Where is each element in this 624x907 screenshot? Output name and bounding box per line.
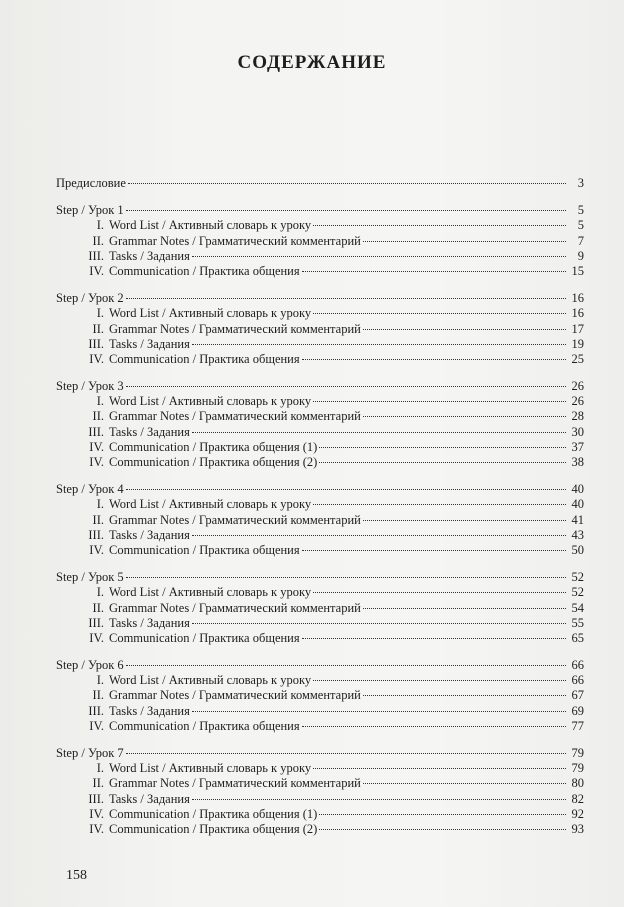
toc-entry-item[interactable] — [56, 218, 584, 233]
toc-page-number: 9 — [577, 248, 584, 263]
toc-page-number: 55 — [571, 615, 584, 630]
toc-entry-label: Grammar Notes / Грамматический комментарий — [109, 512, 361, 527]
toc-entry-item[interactable] — [56, 543, 584, 558]
toc-entry-preface[interactable] — [56, 176, 584, 191]
toc-entry-item[interactable] — [56, 776, 584, 791]
toc-page-number: 7 — [577, 233, 584, 248]
page-number-footer: 158 — [66, 868, 87, 883]
toc-entry-item[interactable] — [56, 497, 584, 512]
toc-entry-item[interactable] — [56, 761, 584, 776]
toc-entry-label: Step / Урок 3 — [56, 379, 124, 394]
toc-entry-label: Step / Урок 6 — [56, 658, 124, 673]
toc-entry-item[interactable] — [56, 631, 584, 646]
dot-leader — [319, 462, 566, 463]
toc-item-numeral: I. — [96, 673, 104, 688]
toc-page-number: 82 — [571, 791, 584, 806]
dot-leader — [192, 432, 566, 433]
toc-item-numeral: IV. — [89, 821, 104, 836]
toc-preface-section — [56, 176, 584, 191]
toc-item-numeral: I. — [96, 761, 104, 776]
dot-leader — [363, 520, 566, 521]
toc-page-number: 52 — [571, 570, 584, 585]
toc-item-numeral: III. — [88, 615, 104, 630]
toc-entry-label: Step / Урок 4 — [56, 482, 124, 497]
dot-leader — [302, 550, 566, 551]
dot-leader — [126, 386, 566, 387]
toc-item-numeral: I. — [96, 394, 104, 409]
dot-leader — [313, 313, 566, 314]
toc-page-number: 40 — [571, 497, 584, 512]
toc-item-numeral: IV. — [89, 439, 104, 454]
dot-leader — [363, 695, 566, 696]
toc-entry-label: Communication / Практика общения (2) — [109, 821, 318, 836]
toc-page-number: 26 — [571, 394, 584, 409]
toc-page-number: 16 — [571, 291, 584, 306]
toc-entry-label: Communication / Практика общения — [109, 718, 300, 733]
toc-item-numeral: III. — [88, 791, 104, 806]
toc-entry-label: Grammar Notes / Грамматический комментарий — [109, 409, 361, 424]
toc-page-number: 79 — [571, 761, 584, 776]
toc-entry-item[interactable] — [56, 322, 584, 337]
dot-leader — [302, 359, 566, 360]
toc-entry-item[interactable] — [56, 234, 584, 249]
dot-leader — [313, 504, 566, 505]
toc-entry-item[interactable] — [56, 394, 584, 409]
dot-leader — [192, 535, 566, 536]
dot-leader — [302, 726, 566, 727]
toc-entry-label: Tasks / Задания — [109, 527, 190, 542]
dot-leader — [319, 814, 566, 815]
toc-item-numeral: IV. — [89, 718, 104, 733]
toc-page-number: 17 — [571, 321, 584, 336]
toc-entry-item[interactable] — [56, 337, 584, 352]
toc-step-section — [56, 570, 584, 646]
toc-entry-label: Step / Урок 1 — [56, 203, 124, 218]
toc-entry-item[interactable] — [56, 792, 584, 807]
toc-entry-item[interactable] — [56, 585, 584, 600]
toc-page-number: 92 — [571, 806, 584, 821]
dot-leader — [313, 401, 566, 402]
toc-entry-label: Word List / Активный словарь к уроку — [109, 585, 312, 600]
toc-entry-step[interactable] — [56, 379, 584, 394]
toc-entry-item[interactable] — [56, 673, 584, 688]
toc-entry-label: Tasks / Задания — [109, 791, 190, 806]
toc-item-numeral: I. — [96, 306, 104, 321]
toc-item-numeral: II. — [92, 600, 104, 615]
toc-item-numeral: III. — [88, 248, 104, 263]
toc-item-numeral: I. — [96, 585, 104, 600]
dot-leader — [363, 416, 566, 417]
dot-leader — [363, 608, 566, 609]
toc-entry-item[interactable] — [56, 688, 584, 703]
dot-leader — [192, 623, 566, 624]
toc-entry-label: Communication / Практика общения — [109, 351, 300, 366]
toc-entry-item[interactable] — [56, 719, 584, 734]
toc-step-section — [56, 291, 584, 367]
toc-page-number: 77 — [571, 718, 584, 733]
toc-entry-label: Word List / Активный словарь к уроку — [109, 306, 312, 321]
dot-leader — [302, 638, 566, 639]
toc-page-number: 3 — [577, 176, 584, 190]
toc-step-section — [56, 482, 584, 558]
dot-leader — [313, 592, 566, 593]
toc-page-number: 37 — [571, 439, 584, 454]
dot-leader — [319, 447, 566, 448]
toc-step-section — [56, 203, 584, 279]
dot-leader — [126, 753, 566, 754]
toc-item-numeral: II. — [92, 409, 104, 424]
toc-page-number: 66 — [571, 658, 584, 673]
toc-entry-item[interactable] — [56, 528, 584, 543]
toc-entry-step[interactable] — [56, 658, 584, 673]
toc-entry-label: Communication / Практика общения (1) — [109, 439, 318, 454]
toc-entry-item[interactable] — [56, 306, 584, 321]
toc-entry-label: Word List / Активный словарь к уроку — [109, 218, 312, 233]
toc-page-number: 69 — [571, 703, 584, 718]
toc-page-number: 15 — [571, 263, 584, 278]
toc-step-section — [56, 379, 584, 470]
dot-leader — [126, 298, 566, 299]
toc-entry-item[interactable] — [56, 264, 584, 279]
toc-entry-item[interactable] — [56, 425, 584, 440]
toc-entry-label: Grammar Notes / Грамматический комментарий — [109, 321, 361, 336]
toc-entry-label: Tasks / Задания — [109, 248, 190, 263]
dot-leader — [313, 680, 566, 681]
toc-entry-label: Step / Урок 2 — [56, 291, 124, 306]
dot-leader — [126, 665, 566, 666]
toc-item-numeral: II. — [92, 512, 104, 527]
toc-item-numeral: III. — [88, 336, 104, 351]
toc-entry-item[interactable] — [56, 822, 584, 837]
toc-item-numeral: IV. — [89, 351, 104, 366]
dot-leader — [126, 577, 566, 578]
toc-entry-label: Предисловие — [56, 176, 126, 190]
toc-entry-label: Tasks / Задания — [109, 424, 190, 439]
dot-leader — [313, 225, 566, 226]
toc-entry-step[interactable] — [56, 746, 584, 761]
toc-item-numeral: IV. — [89, 263, 104, 278]
toc-entry-step[interactable] — [56, 203, 584, 218]
toc-page-number: 65 — [571, 630, 584, 645]
toc-page-number: 50 — [571, 542, 584, 557]
dot-leader — [363, 329, 566, 330]
toc-entry-step[interactable] — [56, 482, 584, 497]
toc-entry-item[interactable] — [56, 616, 584, 631]
dot-leader — [126, 489, 566, 490]
toc-entry-item[interactable] — [56, 249, 584, 264]
toc-page-number: 19 — [571, 336, 584, 351]
toc-entry-label: Step / Урок 5 — [56, 570, 124, 585]
toc-item-numeral: I. — [96, 497, 104, 512]
toc-page-number: 80 — [571, 776, 584, 791]
dot-leader — [192, 344, 566, 345]
toc-page-number: 41 — [571, 512, 584, 527]
toc-item-numeral: II. — [92, 321, 104, 336]
toc-page-number: 93 — [571, 821, 584, 836]
toc-entry-item[interactable] — [56, 352, 584, 367]
toc-entry-step[interactable] — [56, 291, 584, 306]
toc-entry-label: Tasks / Задания — [109, 336, 190, 351]
toc-entry-step[interactable] — [56, 570, 584, 585]
toc-entry-item[interactable] — [56, 807, 584, 822]
toc-item-numeral: III. — [88, 703, 104, 718]
toc-entry-label: Tasks / Задания — [109, 615, 190, 630]
toc-item-numeral: IV. — [89, 806, 104, 821]
toc-step-section — [56, 658, 584, 734]
toc-entry-label: Word List / Активный словарь к уроку — [109, 394, 312, 409]
toc-page-number: 66 — [571, 673, 584, 688]
toc-page-number: 54 — [571, 600, 584, 615]
dot-leader — [192, 711, 566, 712]
dot-leader — [313, 768, 566, 769]
toc-entry-item[interactable] — [56, 601, 584, 616]
toc-entry-label: Step / Урок 7 — [56, 746, 124, 760]
dot-leader — [128, 183, 566, 184]
toc-item-numeral: I. — [96, 218, 104, 233]
toc-item-numeral: IV. — [89, 542, 104, 557]
toc-entry-label: Word List / Активный словарь к уроку — [109, 673, 312, 688]
toc-entry-label: Communication / Практика общения — [109, 630, 300, 645]
page-title: СОДЕРЖАНИЕ — [237, 52, 387, 73]
toc-page-number: 43 — [571, 527, 584, 542]
toc-entry-label: Word List / Активный словарь к уроку — [109, 761, 312, 776]
toc-entry-label: Communication / Практика общения — [109, 263, 300, 278]
dot-leader — [192, 799, 566, 800]
toc-entry-item[interactable] — [56, 409, 584, 424]
toc-page-number: 79 — [571, 746, 584, 760]
toc-item-numeral: II. — [92, 233, 104, 248]
toc-item-numeral: III. — [88, 424, 104, 439]
toc-entry-label: Grammar Notes / Грамматический комментарий — [109, 776, 361, 791]
toc-page-number: 52 — [571, 585, 584, 600]
toc-item-numeral: II. — [92, 776, 104, 791]
dot-leader — [126, 210, 566, 211]
toc-entry-label: Grammar Notes / Грамматический комментарий — [109, 233, 361, 248]
toc-entry-label: Tasks / Задания — [109, 703, 190, 718]
toc-item-numeral: II. — [92, 688, 104, 703]
toc-page-number: 28 — [571, 409, 584, 424]
toc-page-number: 26 — [571, 379, 584, 394]
toc-entry-label: Communication / Практика общения (2) — [109, 455, 318, 469]
toc-page-number: 5 — [577, 218, 584, 233]
dot-leader — [363, 241, 566, 242]
dot-leader — [363, 783, 566, 784]
toc-step-section — [56, 746, 584, 837]
toc-page-number: 40 — [571, 482, 584, 497]
dot-leader — [302, 271, 566, 272]
dot-leader — [192, 256, 566, 257]
toc-entry-item[interactable] — [56, 440, 584, 455]
toc-entry-label: Word List / Активный словарь к уроку — [109, 497, 312, 512]
toc-page-number: 67 — [571, 688, 584, 703]
dot-leader — [319, 829, 566, 830]
toc-page-number: 30 — [571, 424, 584, 439]
toc-entry-label: Communication / Практика общения (1) — [109, 806, 318, 821]
toc-entry-label: Grammar Notes / Грамматический комментарий — [109, 688, 361, 703]
toc-page-number: 38 — [571, 455, 584, 469]
toc-page-number: 16 — [571, 306, 584, 321]
toc-entry-label: Communication / Практика общения — [109, 542, 300, 557]
toc-page-number: 25 — [571, 351, 584, 366]
toc-page-number: 5 — [577, 203, 584, 218]
toc-entry-item[interactable] — [56, 513, 584, 528]
toc-entry-item[interactable] — [56, 455, 584, 470]
toc-item-numeral: IV. — [89, 630, 104, 645]
toc-item-numeral: IV. — [89, 455, 104, 469]
toc-entry-label: Grammar Notes / Грамматический комментарий — [109, 600, 361, 615]
toc-item-numeral: III. — [88, 527, 104, 542]
table-of-contents — [56, 176, 584, 837]
toc-entry-item[interactable] — [56, 704, 584, 719]
